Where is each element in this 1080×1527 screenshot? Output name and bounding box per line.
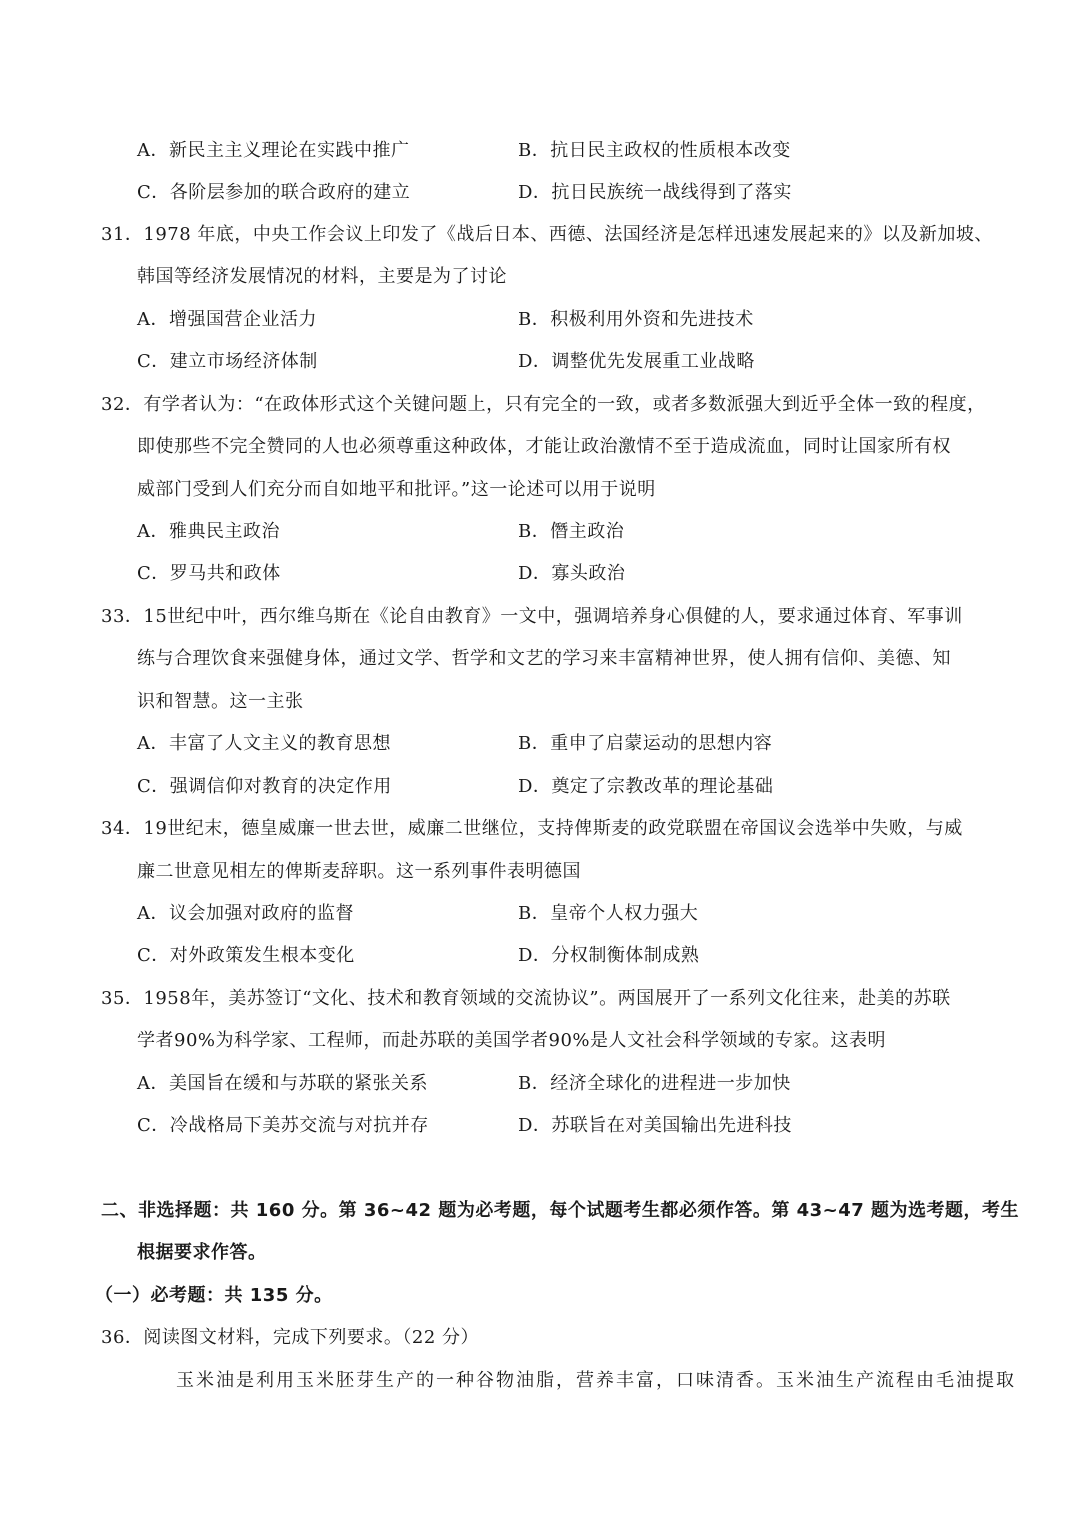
q36-stem: 36．阅读图文材料，完成下列要求。（22 分） bbox=[101, 1327, 480, 1348]
q32-option-d: D．寡头政治 bbox=[518, 563, 626, 584]
q35-stem-line-1: 35．1958年，美苏签订“文化、技术和教育领域的交流协议”。两国展开了一系列文化往来，赴美的苏联 bbox=[101, 988, 951, 1009]
q34-option-a: A．议会加强对政府的监督 bbox=[137, 903, 354, 924]
q34-stem-line-2: 廉二世意见相左的俾斯麦辞职。这一系列事件表明德国 bbox=[137, 861, 581, 882]
q33-option-c: C．强调信仰对教育的决定作用 bbox=[137, 776, 392, 797]
q30-option-d: D．抗日民族统一战线得到了落实 bbox=[518, 182, 792, 203]
q30-option-b: B．抗日民主政权的性质根本改变 bbox=[518, 140, 791, 161]
q35-option-c: C．冷战格局下美苏交流与对抗并存 bbox=[137, 1115, 429, 1136]
q35-option-b: B．经济全球化的进程进一步加快 bbox=[518, 1073, 791, 1094]
section2-heading-line-2: 根据要求作答。 bbox=[137, 1242, 267, 1263]
q32-stem-line-1: 32．有学者认为：“在政体形式这个关键问题上，只有完全的一致，或者多数派强大到近乎全体一致的程度， bbox=[101, 394, 986, 415]
q32-stem-line-3: 威部门受到人们充分而自如地平和批评。”这一论述可以用于说明 bbox=[137, 479, 656, 500]
q30-option-c: C．各阶层参加的联合政府的建立 bbox=[137, 182, 411, 203]
q31-option-c: C．建立市场经济体制 bbox=[137, 351, 318, 372]
q33-stem-line-2: 练与合理饮食来强健身体，通过文学、哲学和文艺的学习来丰富精神世界，使人拥有信仰、美德、知 bbox=[137, 648, 951, 669]
q32-option-a: A．雅典民主政治 bbox=[137, 521, 280, 542]
q34-option-b: B．皇帝个人权力强大 bbox=[518, 903, 699, 924]
q34-option-d: D．分权制衡体制成熟 bbox=[518, 945, 700, 966]
q36-paragraph: 玉米油是利用玉米胚芽生产的一种谷物油脂，营养丰富，口味清香。玉米油生产流程由毛油提取 bbox=[176, 1370, 1016, 1391]
q34-option-c: C．对外政策发生根本变化 bbox=[137, 945, 355, 966]
q31-option-a: A．增强国营企业活力 bbox=[137, 309, 317, 330]
q31-stem-line-2: 韩国等经济发展情况的材料，主要是为了讨论 bbox=[137, 266, 507, 287]
section2-heading-line-1: 二、非选择题：共 160 分。第 36~42 题为必考题，每个试题考生都必须作答。第 43~47 题为选考题，考生 bbox=[101, 1200, 1020, 1221]
q33-stem-line-1: 33．15世纪中叶，西尔维乌斯在《论自由教育》一文中，强调培养身心俱健的人，要求通过体育、军事训 bbox=[101, 606, 963, 627]
q32-option-b: B．僭主政治 bbox=[518, 521, 625, 542]
q35-option-a: A．美国旨在缓和与苏联的紧张关系 bbox=[137, 1073, 428, 1094]
q30-option-a: A．新民主主义理论在实践中推广 bbox=[137, 140, 410, 161]
section2-subheading: （一）必考题：共 135 分。 bbox=[95, 1285, 333, 1306]
q32-stem-line-2: 即使那些不完全赞同的人也必须尊重这种政体，才能让政治激情不至于造成流血，同时让国家所有权 bbox=[137, 436, 951, 457]
q33-stem-line-3: 识和智慧。这一主张 bbox=[137, 691, 304, 712]
q33-option-a: A．丰富了人文主义的教育思想 bbox=[137, 733, 391, 754]
q31-option-d: D．调整优先发展重工业战略 bbox=[518, 351, 755, 372]
q33-option-d: D．奠定了宗教改革的理论基础 bbox=[518, 776, 774, 797]
q34-stem-line-1: 34．19世纪末，德皇威廉一世去世，威廉二世继位，支持俾斯麦的政党联盟在帝国议会选举中失败，与威 bbox=[101, 818, 963, 839]
q33-option-b: B．重申了启蒙运动的思想内容 bbox=[518, 733, 773, 754]
q31-stem-line-1: 31．1978 年底，中央工作会议上印发了《战后日本、西德、法国经济是怎样迅速发展起来的》以及新加坡、 bbox=[101, 224, 993, 245]
q35-option-d: D．苏联旨在对美国输出先进科技 bbox=[518, 1115, 792, 1136]
q32-option-c: C．罗马共和政体 bbox=[137, 563, 281, 584]
q35-stem-line-2: 学者90%为科学家、工程师，而赴苏联的美国学者90%是人文社会科学领域的专家。这表明 bbox=[137, 1030, 887, 1051]
q31-option-b: B．积极利用外资和先进技术 bbox=[518, 309, 754, 330]
